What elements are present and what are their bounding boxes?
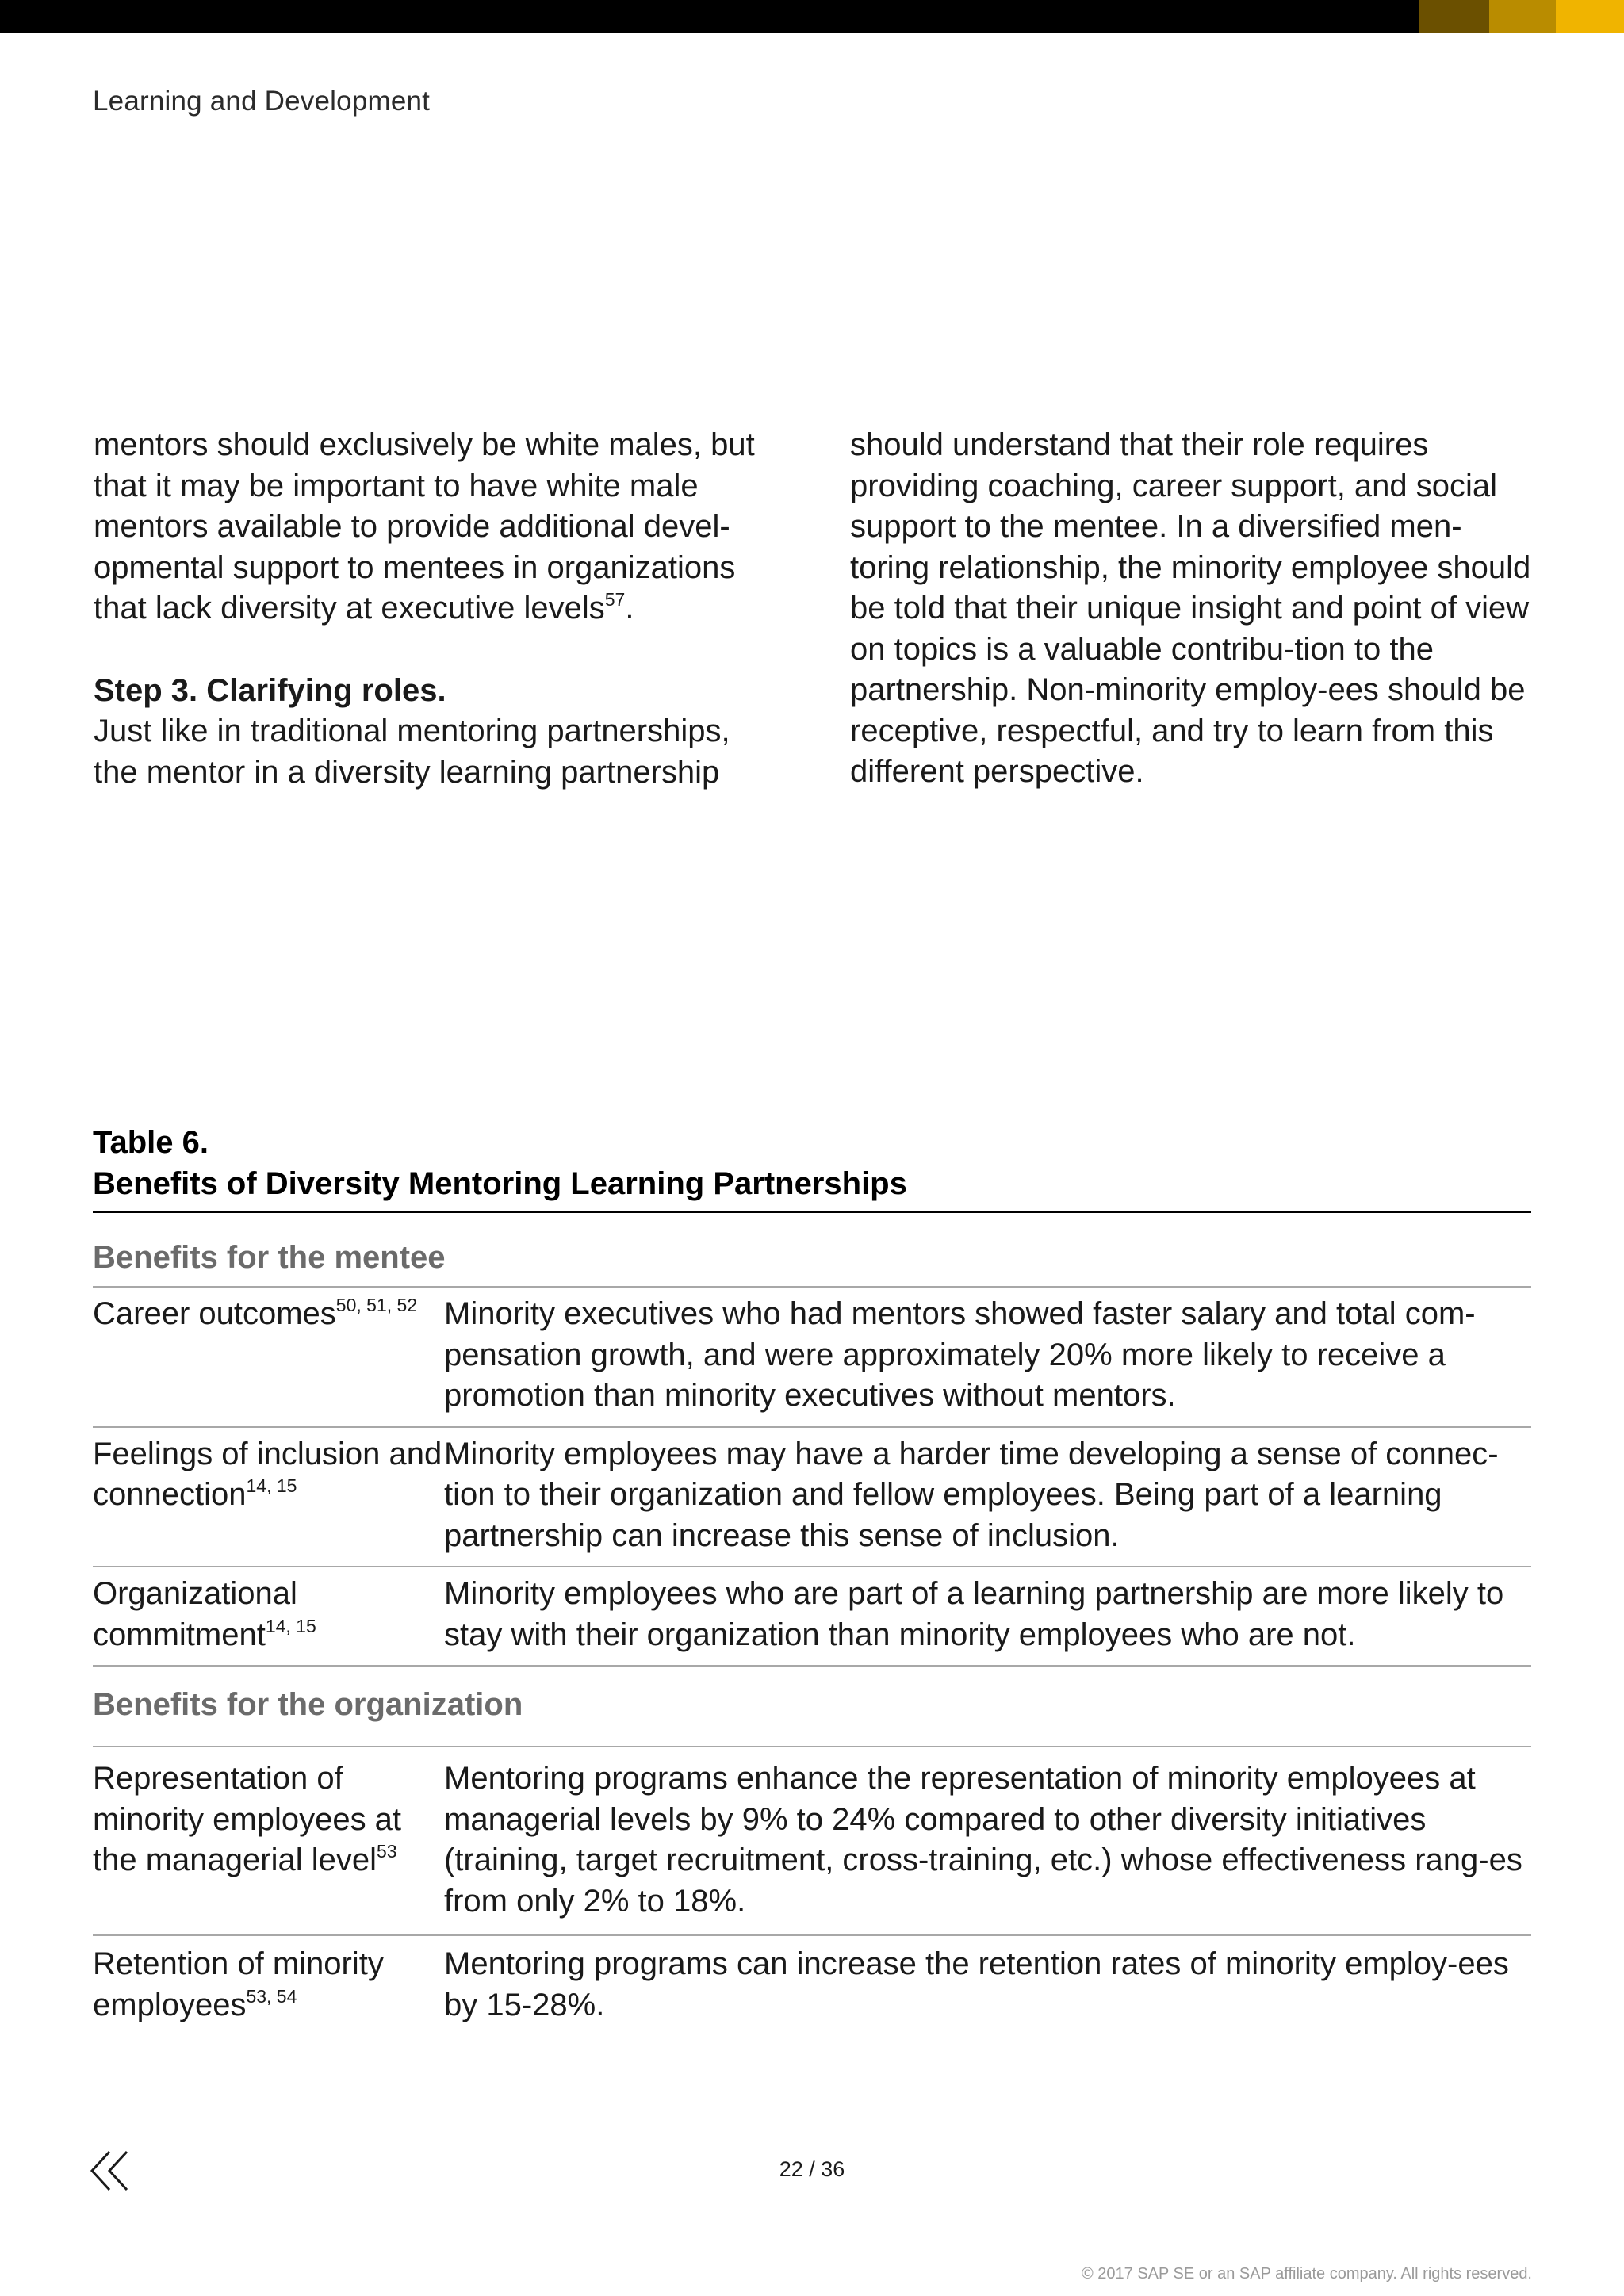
- footnote-ref: 50, 51, 52: [335, 1295, 418, 1315]
- footnote-ref: 53: [377, 1841, 397, 1862]
- section-heading-mentee: Benefits for the mentee: [93, 1240, 446, 1275]
- table-row: [93, 1746, 1531, 1934]
- table-row: [93, 1426, 1531, 1567]
- row-label: [93, 1574, 444, 1655]
- row-description: Minority employees may have a harder time developing a sense of connec-tion to their organization and fellow employees. Being part of a learning partnership can increase this sense of inclusion.: [444, 1436, 1499, 1553]
- left-column: [94, 425, 776, 793]
- footnote-ref: 53, 54: [246, 1985, 297, 2007]
- top-bar-segment-dark-gold: [1419, 0, 1489, 33]
- top-bar-segment-yellow: [1556, 0, 1624, 33]
- step-text: Just like in traditional mentoring partnerships, the mentor in a diversity learning partnership: [94, 714, 730, 790]
- row-description: Mentoring programs enhance the representation of minority employees at managerial levels by 9% to 24% compared to other diversity initiatives (training, target recruitment, cross-training, etc.) whose effectiveness rang-es from only 2% to 18%.: [444, 1761, 1522, 1919]
- step-paragraph: [94, 671, 776, 794]
- footnote-ref: 14, 15: [265, 1615, 316, 1636]
- left-paragraph: [94, 425, 776, 629]
- right-paragraph: should understand that their role requires providing coaching, career support, and social support to the mentee. In a diversified men-toring relationship, the minority employee should be told that their unique insight and point of view on topics is a valuable contribu-tion to the partnership. Non-minority employ-ees should be receptive, respectful, and try to learn from this different perspective.: [850, 427, 1531, 789]
- top-bar-black: [0, 0, 1419, 33]
- right-column: [850, 425, 1532, 793]
- left-paragraph-text: mentors should exclusively be white males, but that it may be important to have white male mentors available to provide additional devel-opmental support to mentees in organizations that lack diversity at executive levels: [94, 427, 755, 626]
- step-title: Step 3. Clarifying roles.: [94, 672, 446, 708]
- row-description: Mentoring programs can increase the retention rates of minority employ-ees by 15-28%.: [444, 1946, 1509, 2022]
- row-label-text: Retention of minority employees: [93, 1946, 384, 2022]
- row-description: Minority employees who are part of a learning partnership are more likely to stay with their organization than minority employees who are not.: [444, 1576, 1504, 1652]
- benefits-table: [93, 1235, 1531, 2035]
- page-indicator: 22 / 36: [779, 2157, 845, 2181]
- table-title-rule: [93, 1211, 1531, 1213]
- row-label: [93, 1944, 444, 2026]
- row-description: Minority executives who had mentors showed faster salary and total com-pensation growth, and were approximately 20% more likely to receive a promotion than minority executives without mentors.: [444, 1296, 1476, 1413]
- row-label: [93, 1434, 444, 1557]
- top-bar-segment-gold: [1489, 0, 1556, 33]
- row-label-text: Representation of minority employees at the managerial level: [93, 1761, 402, 1877]
- table-caption: [93, 1122, 1531, 1204]
- copyright-notice: © 2017 SAP SE or an SAP affiliate company. All rights reserved.: [1081, 2265, 1532, 2283]
- footnote-ref: 57: [604, 589, 626, 610]
- row-label: [93, 1294, 444, 1417]
- footnote-ref: 14, 15: [246, 1475, 297, 1496]
- row-label-text: Feelings of inclusion and connection: [93, 1436, 442, 1512]
- row-label-text: Career outcomes: [93, 1296, 336, 1331]
- top-color-bar: [0, 0, 1624, 33]
- row-label-text: Organizational commitment: [93, 1576, 297, 1652]
- table-title: Benefits of Diversity Mentoring Learning Partnerships: [93, 1166, 907, 1201]
- table-row: [93, 1934, 1531, 2035]
- table-label: Table 6.: [93, 1125, 209, 1160]
- table-row: [93, 1566, 1531, 1665]
- section-heading-organization: Benefits for the organization: [93, 1687, 523, 1722]
- table-row: [93, 1286, 1531, 1426]
- running-header: Learning and Development: [93, 86, 431, 117]
- body-columns: [94, 425, 1532, 793]
- row-label: [93, 1758, 444, 1922]
- left-paragraph-end: .: [625, 591, 634, 626]
